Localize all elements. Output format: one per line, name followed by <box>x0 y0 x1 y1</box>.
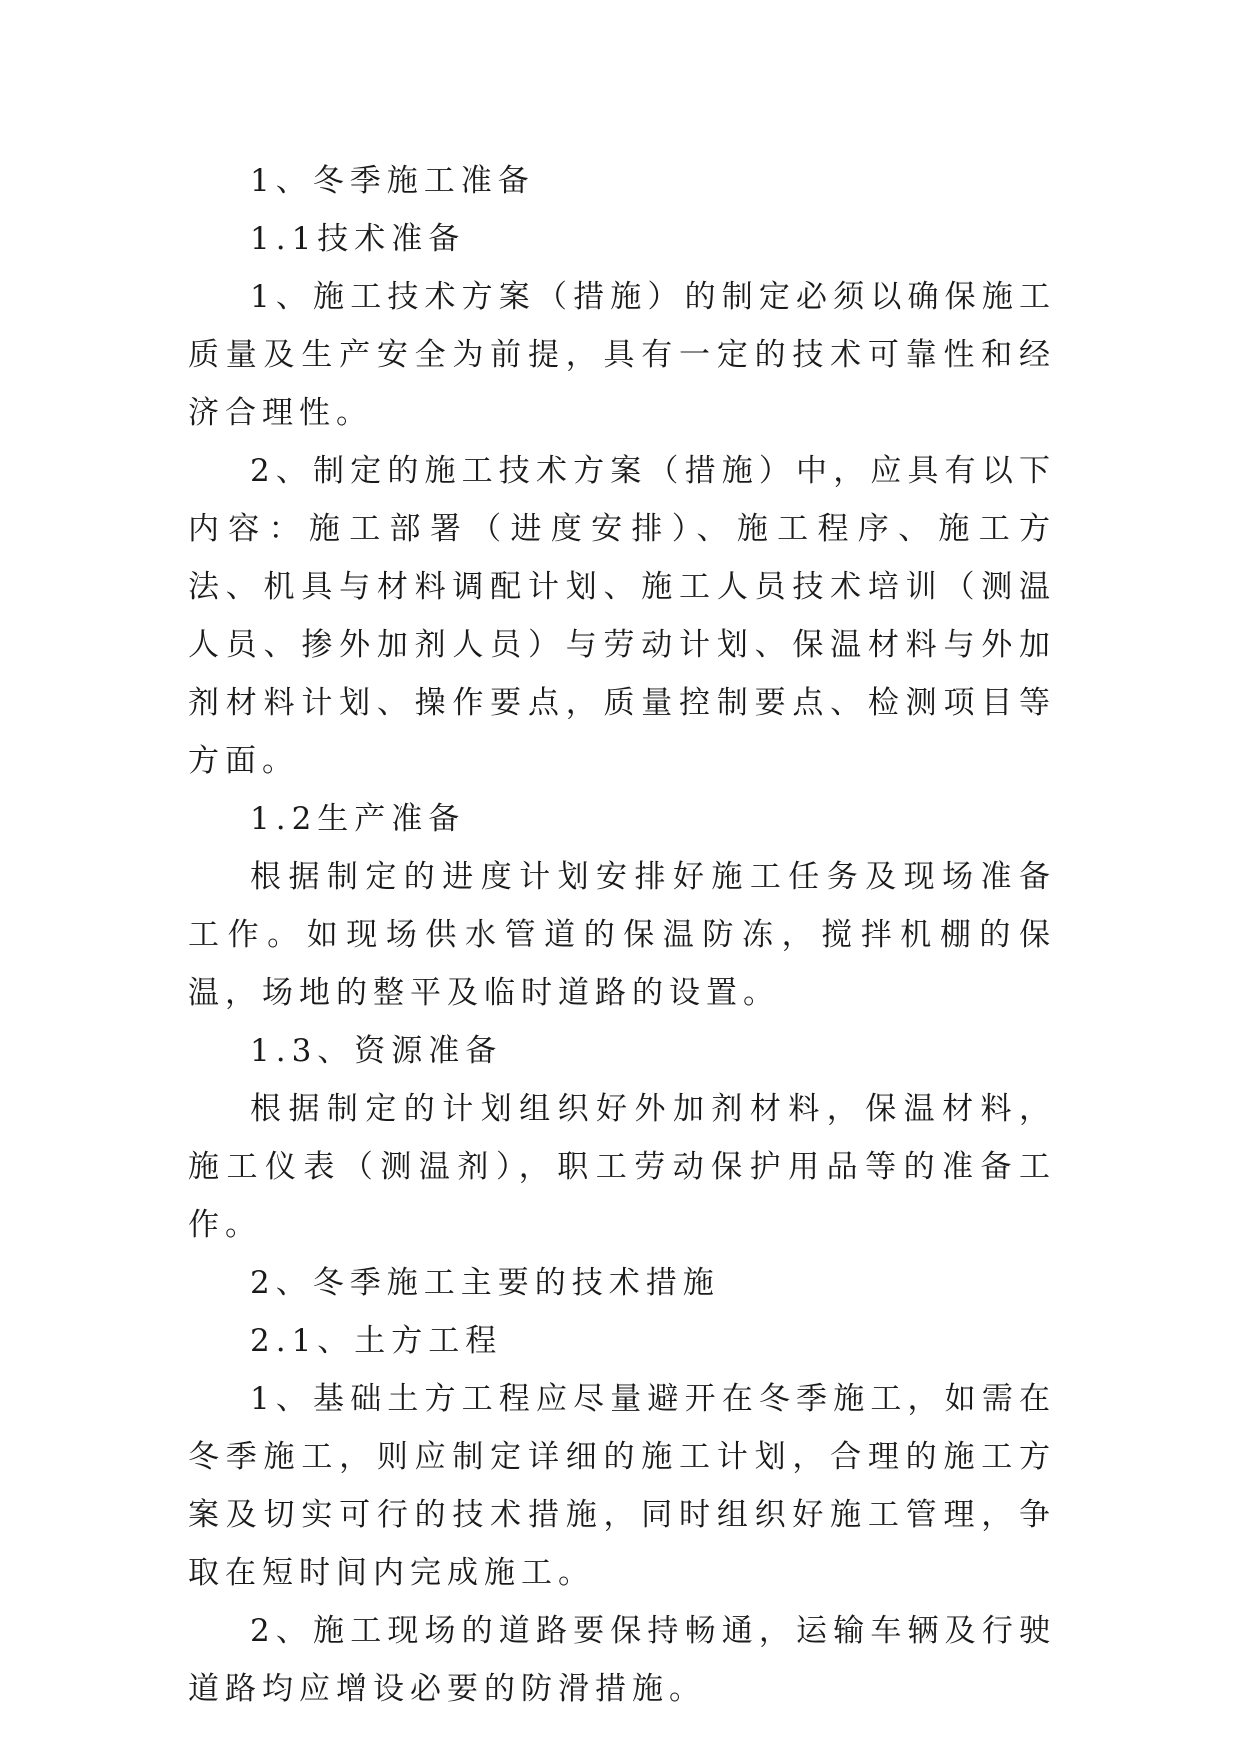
paragraph-resource-preparation: 根据制定的计划组织好外加剂材料，保温材料，施工仪表（测温剂），职工劳动保护用品等的准备工作。 <box>188 1091 1056 1243</box>
heading-main-technical-measures: 2、冬季施工主要的技术措施 <box>250 1265 720 1301</box>
heading-technical-preparation: 1.1技术准备 <box>250 221 466 257</box>
heading-earthwork: 2.1、土方工程 <box>250 1323 503 1359</box>
paragraph-site-roads: 2、施工现场的道路要保持畅通，运输车辆及行驶道路均应增设必要的防滑措施。 <box>188 1613 1056 1707</box>
paragraph-technical-plan-contents: 2、制定的施工技术方案（措施）中，应具有以下内容：施工部署（进度安排）、施工程序、施工方法、机具与材料调配计划、施工人员技术培训（测温人员、掺外加剂人员）与劳动计划、保温材料与外加剂材料计划、操作要点，质量控制要点、检测项目等方面。 <box>188 453 1056 779</box>
paragraph-technical-plan-premise: 1、施工技术方案（措施）的制定必须以确保施工质量及生产安全为前提，具有一定的技术可靠性和经济合理性。 <box>188 279 1056 431</box>
heading-production-preparation: 1.2生产准备 <box>250 801 466 837</box>
heading-resource-preparation: 1.3、资源准备 <box>250 1033 503 1069</box>
heading-winter-construction-preparation: 1、冬季施工准备 <box>250 163 535 199</box>
paragraph-earthwork-avoid-winter: 1、基础土方工程应尽量避开在冬季施工，如需在冬季施工，则应制定详细的施工计划，合理的施工方案及切实可行的技术措施，同时组织好施工管理，争取在短时间内完成施工。 <box>188 1381 1056 1591</box>
document-body <box>188 152 1056 1718</box>
paragraph-production-preparation: 根据制定的进度计划安排好施工任务及现场准备工作。如现场供水管道的保温防冻，搅拌机棚的保温，场地的整平及临时道路的设置。 <box>188 859 1056 1011</box>
